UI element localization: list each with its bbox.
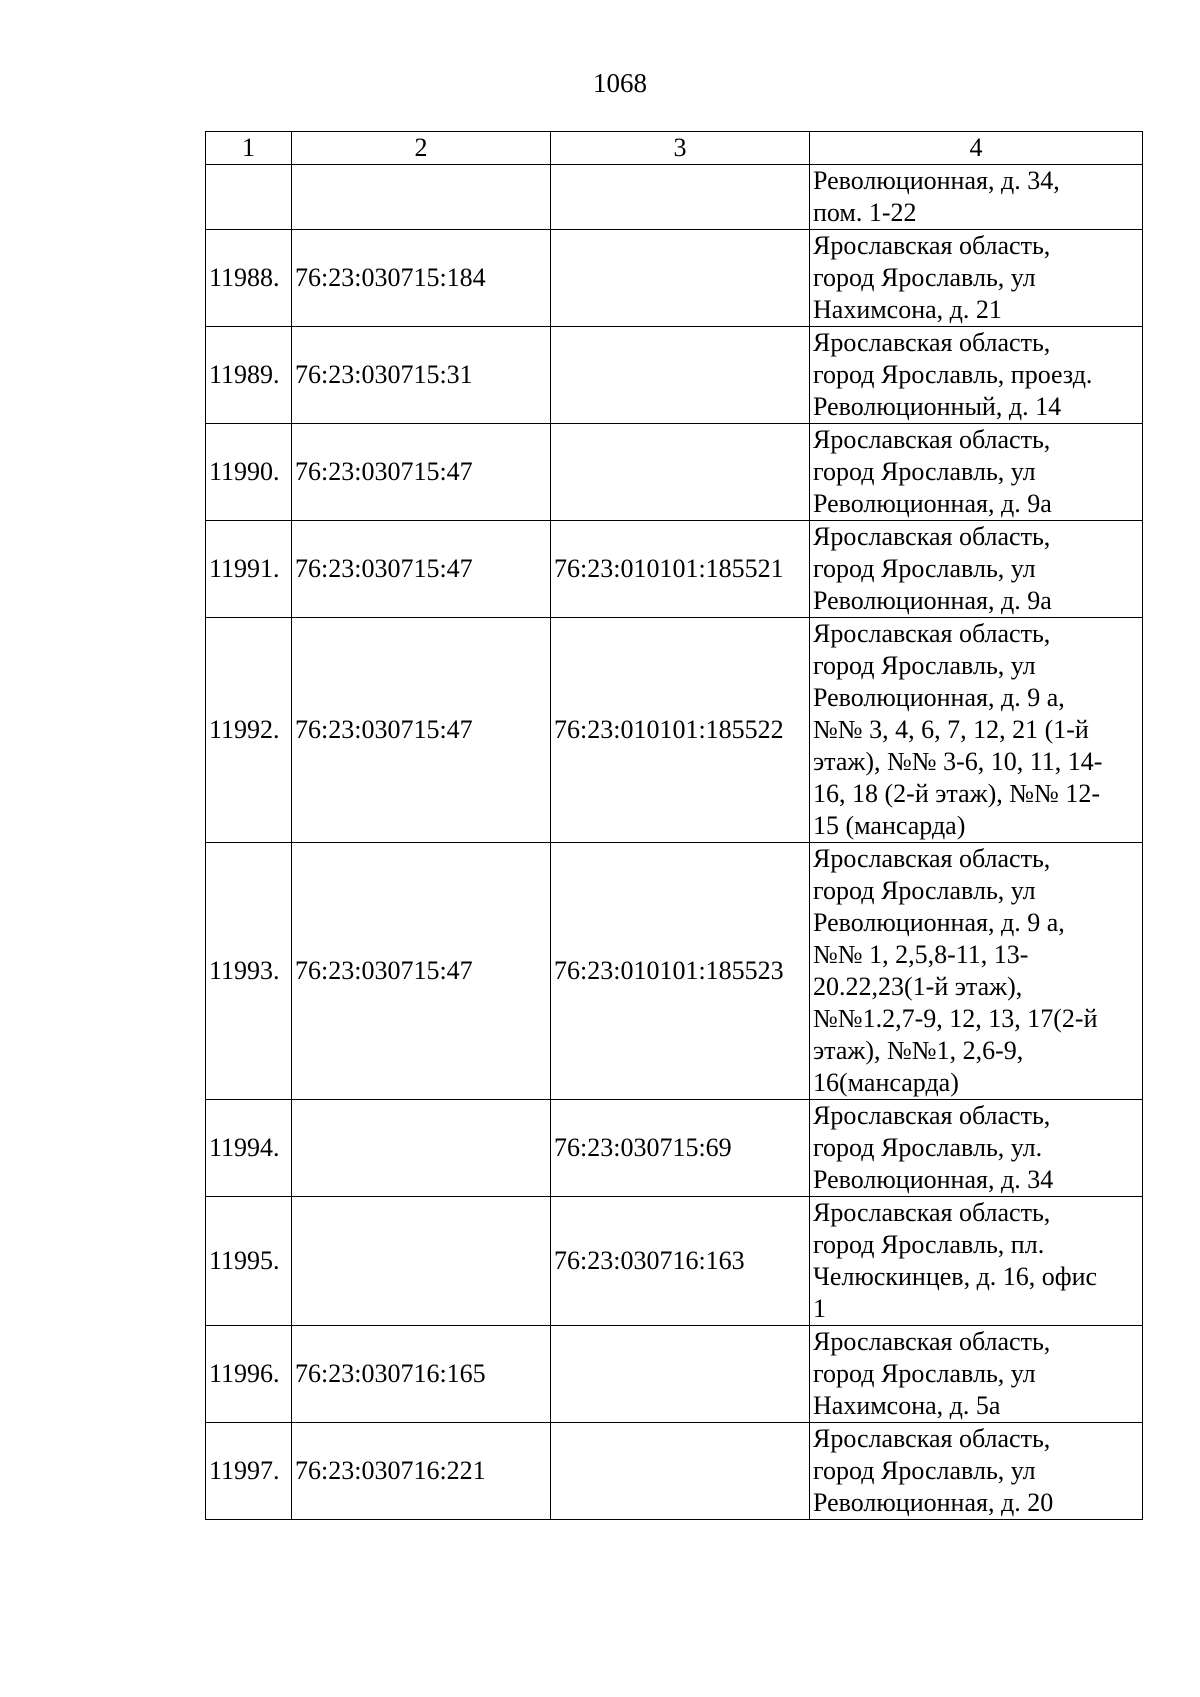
object-number-cell — [551, 230, 810, 327]
row-number-cell: 11992. — [206, 618, 292, 843]
registry-table — [205, 131, 1143, 1520]
table-row — [206, 1326, 1143, 1423]
address-cell: Ярославская область, город Ярославль, ул Революционная, д. 9 а, №№ 1, 2,5,8-11, 13- 20.22,23(1-й этаж), №№1.2,7-9, 12, 13, 17(2-й этаж), №№1, 2,6-9, 16(мансарда) — [810, 843, 1143, 1100]
header-cell-4: 4 — [810, 132, 1143, 165]
table-row — [206, 521, 1143, 618]
address-cell: Ярославская область, город Ярославль, ул Революционная, д. 20 — [810, 1423, 1143, 1520]
table-row — [206, 424, 1143, 521]
object-number-cell — [551, 1326, 810, 1423]
cadastral-number-cell — [292, 1197, 551, 1326]
header-row — [206, 132, 1143, 165]
cadastral-number-cell: 76:23:030716:221 — [292, 1423, 551, 1520]
object-number-cell — [551, 165, 810, 230]
cadastral-number-cell — [292, 165, 551, 230]
row-number-cell — [206, 165, 292, 230]
object-number-cell: 76:23:030716:163 — [551, 1197, 810, 1326]
object-number-cell — [551, 424, 810, 521]
table-row — [206, 843, 1143, 1100]
row-number-cell: 11989. — [206, 327, 292, 424]
header-cell-1: 1 — [206, 132, 292, 165]
cadastral-number-cell — [292, 1100, 551, 1197]
address-cell: Революционная, д. 34, пом. 1-22 — [810, 165, 1143, 230]
address-cell: Ярославская область, город Ярославль, пл. Челюскинцев, д. 16, офис 1 — [810, 1197, 1143, 1326]
address-cell: Ярославская область, город Ярославль, ул Нахимсона, д. 5а — [810, 1326, 1143, 1423]
cadastral-number-cell: 76:23:030715:47 — [292, 521, 551, 618]
table-row — [206, 1197, 1143, 1326]
cadastral-number-cell: 76:23:030715:47 — [292, 843, 551, 1100]
row-number-cell: 11988. — [206, 230, 292, 327]
address-cell: Ярославская область, город Ярославль, ул Нахимсона, д. 21 — [810, 230, 1143, 327]
row-number-cell: 11990. — [206, 424, 292, 521]
object-number-cell — [551, 327, 810, 424]
address-cell: Ярославская область, город Ярославль, ул Революционная, д. 9 а, №№ 3, 4, 6, 7, 12, 21 (1-й этаж), №№ 3-6, 10, 11, 14- 16, 18 (2-й этаж), №№ 12- 15 (мансарда) — [810, 618, 1143, 843]
object-number-cell: 76:23:030715:69 — [551, 1100, 810, 1197]
table-row — [206, 1100, 1143, 1197]
cadastral-number-cell: 76:23:030715:184 — [292, 230, 551, 327]
address-cell: Ярославская область, город Ярославль, ул Революционная, д. 9а — [810, 424, 1143, 521]
row-number-cell: 11996. — [206, 1326, 292, 1423]
row-number-cell: 11993. — [206, 843, 292, 1100]
row-number-cell: 11995. — [206, 1197, 292, 1326]
object-number-cell: 76:23:010101:185523 — [551, 843, 810, 1100]
cadastral-number-cell: 76:23:030715:47 — [292, 424, 551, 521]
header-cell-3: 3 — [551, 132, 810, 165]
object-number-cell: 76:23:010101:185522 — [551, 618, 810, 843]
object-number-cell: 76:23:010101:185521 — [551, 521, 810, 618]
address-cell: Ярославская область, город Ярославль, проезд. Революционный, д. 14 — [810, 327, 1143, 424]
table-row — [206, 165, 1143, 230]
row-number-cell: 11997. — [206, 1423, 292, 1520]
table-row — [206, 230, 1143, 327]
cadastral-number-cell: 76:23:030716:165 — [292, 1326, 551, 1423]
cadastral-number-cell: 76:23:030715:31 — [292, 327, 551, 424]
address-cell: Ярославская область, город Ярославль, ул Революционная, д. 9а — [810, 521, 1143, 618]
page-number: 1068 — [593, 68, 647, 98]
row-number-cell: 11991. — [206, 521, 292, 618]
row-number-cell: 11994. — [206, 1100, 292, 1197]
object-number-cell — [551, 1423, 810, 1520]
header-cell-2: 2 — [292, 132, 551, 165]
table-row — [206, 618, 1143, 843]
table-row — [206, 327, 1143, 424]
address-cell: Ярославская область, город Ярославль, ул. Революционная, д. 34 — [810, 1100, 1143, 1197]
cadastral-number-cell: 76:23:030715:47 — [292, 618, 551, 843]
table-row — [206, 1423, 1143, 1520]
